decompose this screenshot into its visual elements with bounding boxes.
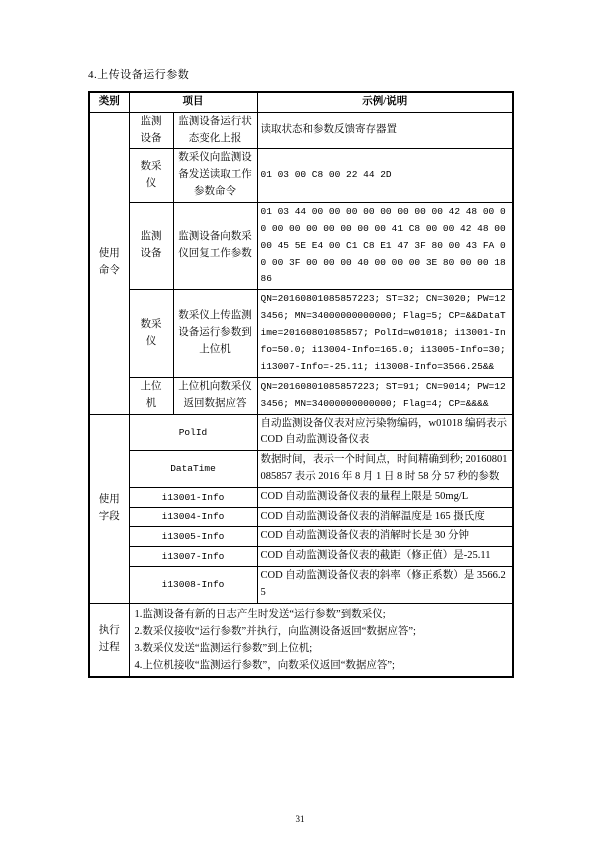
table-row-command-2 [89,149,513,202]
example-cell: 01 03 44 00 00 00 00 00 00 00 00 42 48 00 00 00 00 00 00 00 00 00 41 C8 00 00 42 48 00 00 45 5E E4 00 C1 C8 E1 47 3F 80 00 43 FA 00 00 3F 00 00 00 40 00 00 00 3E 80 00 00 18 86 [257,202,513,290]
field-description-cell: 自动监测设备仪表对应污染物编码，w01018 编码表示 COD 自动监测设备仪表 [257,414,513,451]
item-cell: 上位机向数采仪返回数据应答 [173,377,257,414]
field-name-cell: i13005-Info [129,527,257,547]
item-cell: 数采仪上传监测设备运行参数到上位机 [173,290,257,378]
item-cell: 数采仪向监测设备发送读取工作参数命令 [173,149,257,202]
header-item: 项目 [129,92,257,112]
example-cell: 01 03 00 C8 00 22 44 2D [257,149,513,202]
table-row-command-5 [89,377,513,414]
category-usage-commands [89,112,129,414]
category-label: 使用命令 [98,248,120,277]
category-usage-fields [89,414,129,603]
field-description-cell: COD 自动监测设备仪表的斜率（修正系数）是 3566.25 [257,567,513,604]
execution-step-2: 2.数采仪接收“运行参数”并执行，向监测设备返回“数据应答”; [134,625,416,637]
field-description-cell: 数据时间，表示一个时间点，时间精确到秒; 20160801085857 表示 2016 年 8 月 1 日 8 时 58 分 57 秒的参数 [257,451,513,488]
header-example: 示例/说明 [257,92,513,112]
actor-cell [129,149,173,202]
example-cell: QN=20160801085857223; ST=32; CN=3020; PW=123456; MN=34000000000000; Flag=5; CP=&&DataTime=20160801085857; PolId=w01018; i13001-Info=50.0; i13004-Info=165.0; i13005-Info=30; i13007-Info=-25.11; i13008-Info=3566.25&& [257,290,513,378]
execution-steps-cell [129,603,513,677]
category-label: 使用字段 [98,493,120,522]
field-description-cell: COD 自动监测设备仪表的量程上限是 50mg/L [257,487,513,507]
table-row-field-i13007 [89,547,513,567]
actor-cell [129,377,173,414]
actor-cell [129,290,173,378]
field-name-cell: i13004-Info [129,507,257,527]
example-cell: 读取状态和参数反馈寄存器置 [257,112,513,149]
field-name-cell: i13001-Info [129,487,257,507]
table-row-command-3 [89,202,513,290]
actor-label: 监测设备 [140,115,162,144]
field-description-cell: COD 自动监测设备仪表的消解时长是 30 分钟 [257,527,513,547]
table-row-execution [89,603,513,677]
field-name-cell: PolId [129,414,257,451]
field-name-cell: DataTime [129,451,257,488]
field-description-cell: COD 自动监测设备仪表的截距（修正值）是-25.11 [257,547,513,567]
table-row-field-i13005 [89,527,513,547]
actor-cell [129,202,173,290]
item-cell: 监测设备向数采仪回复工作参数 [173,202,257,290]
table-row-field-datatime [89,451,513,488]
table-row-field-polid [89,414,513,451]
item-cell: 监测设备运行状态变化上报 [173,112,257,149]
field-name-cell: i13008-Info [129,567,257,604]
table-header-row [89,92,513,112]
category-execution-process [89,603,129,677]
example-cell: QN=20160801085857223; ST=91; CN=9014; PW=123456; MN=34000000000000; Flag=4; CP=&&&& [257,377,513,414]
category-label: 执行过程 [98,624,120,653]
actor-label: 监测设备 [140,231,162,260]
actor-label: 数采仪 [140,160,162,189]
table-row-field-i13004 [89,507,513,527]
field-name-cell: i13007-Info [129,547,257,567]
actor-label: 数采仪 [140,318,162,347]
execution-step-1: 1.监测设备有新的日志产生时发送“运行参数”到数采仪; [134,608,386,620]
execution-step-4: 4.上位机接收“监测运行参数”，向数采仪返回“数据应答”; [134,659,395,671]
header-category: 类别 [89,92,129,112]
table-row-field-i13008 [89,567,513,604]
section-title: 4.上传设备运行参数 [88,69,190,81]
table-row-command-4 [89,290,513,378]
execution-step-3: 3.数采仪发送“监测运行参数”到上位机; [134,642,313,654]
device-parameters-table [88,91,514,678]
table-row-field-i13001 [89,487,513,507]
table-row-command-1 [89,112,513,149]
page-number: 31 [295,814,305,824]
actor-cell [129,112,173,149]
actor-label: 上位机 [140,380,162,409]
field-description-cell: COD 自动监测设备仪表的消解温度是 165 摄氏度 [257,507,513,527]
